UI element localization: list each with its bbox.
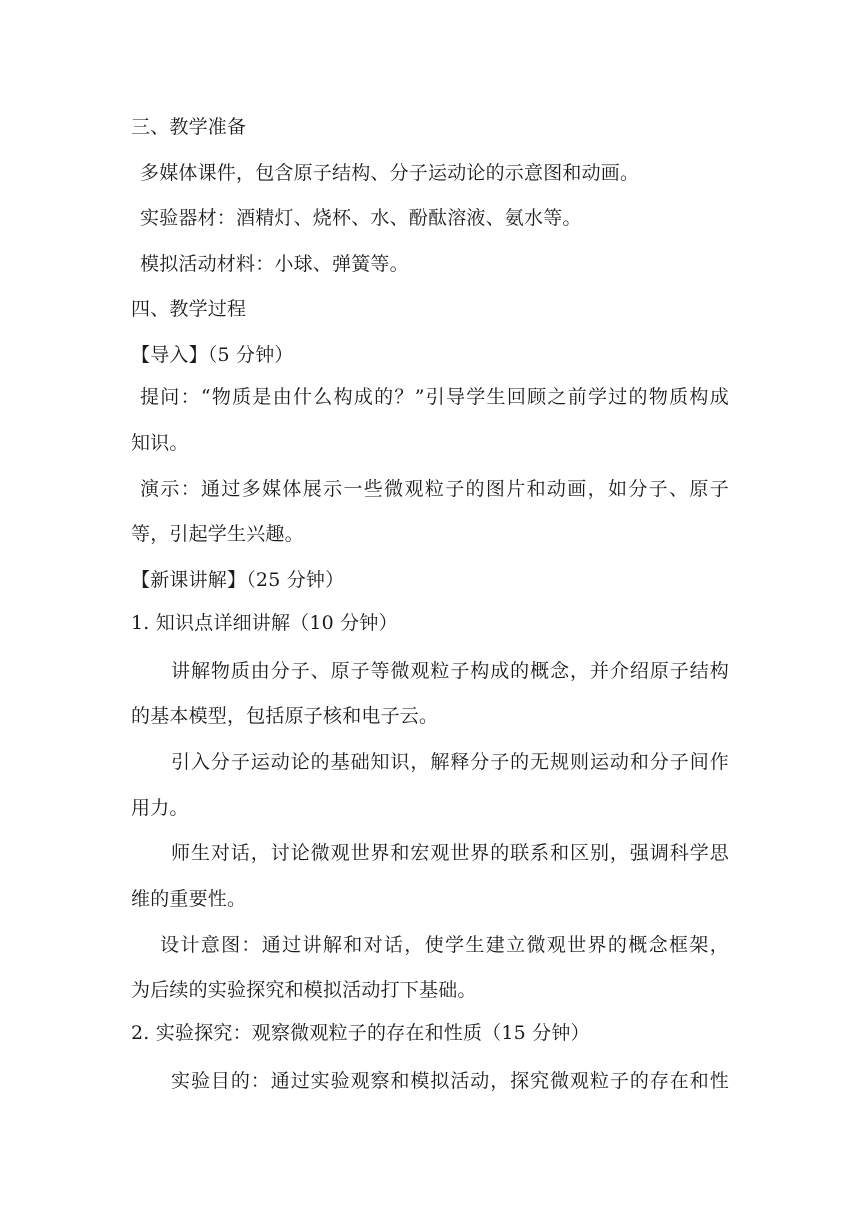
paragraph-line: 提问：“物质是由什么构成的？”引导学生回顾之前学过的物质构成: [140, 386, 729, 408]
paragraph-line: 实验器材：酒精灯、烧杯、水、酚酞溶液、氨水等。: [140, 207, 582, 229]
paragraph-line: 多媒体课件，包含原子结构、分子运动论的示意图和动画。: [140, 162, 640, 184]
numbered-heading-1: 1. 知识点详细讲解（10 分钟）: [131, 612, 398, 634]
paragraph-line: 维的重要性。: [131, 888, 247, 910]
numbered-heading-2: 2. 实验探究：观察微观粒子的存在和性质（15 分钟）: [131, 1022, 590, 1044]
paragraph-line: 模拟活动材料：小球、弹簧等。: [140, 253, 409, 275]
paragraph-line: 演示：通过多媒体展示一些微观粒子的图片和动画，如分子、原子: [140, 478, 729, 500]
paragraph-line: 实验目的：通过实验观察和模拟活动，探究微观粒子的存在和性: [171, 1070, 729, 1092]
paragraph-line: 引入分子运动论的基础知识，解释分子的无规则运动和分子间作: [171, 751, 729, 773]
paragraph-line: 的基本模型，包括原子核和电子云。: [131, 705, 439, 727]
section-heading-process: 四、教学过程: [131, 298, 247, 320]
paragraph-line: 师生对话，讨论微观世界和宏观世界的联系和区别，强调科学思: [171, 842, 729, 864]
subheading-new-lesson: 【新课讲解】（25 分钟）: [131, 569, 345, 591]
paragraph-line: 用力。: [131, 797, 189, 819]
paragraph-line: 讲解物质由分子、原子等微观粒子构成的概念，并介绍原子结构: [171, 660, 729, 682]
paragraph-line: 为后续的实验探究和模拟活动打下基础。: [131, 979, 477, 1001]
paragraph-line: 设计意图：通过讲解和对话，使学生建立微观世界的概念框架，: [160, 934, 729, 956]
paragraph-line: 知识。: [131, 432, 189, 454]
section-heading-preparation: 三、教学准备: [131, 116, 247, 138]
paragraph-line: 等，引起学生兴趣。: [131, 523, 304, 545]
subheading-introduction: 【导入】（5 分钟）: [131, 344, 294, 366]
